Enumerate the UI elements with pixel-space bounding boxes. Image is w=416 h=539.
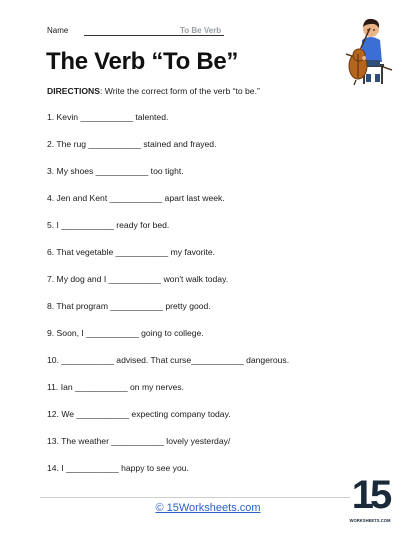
question-13: 13. The weather ___________ lovely yesterday/ [47, 436, 231, 446]
question-7: 7. My dog and I ___________ won't walk today. [47, 274, 229, 284]
question-3: 3. My shoes ___________ too tight. [47, 166, 184, 176]
question-12: 12. We ___________ expecting company today. [47, 409, 231, 419]
question-9: 9. Soon, I ___________ going to college. [47, 328, 204, 338]
name-label: Name [47, 26, 69, 35]
question-11: 11. Ian ___________ on my nerves. [47, 382, 184, 392]
directions-text: : Write the correct form of the verb “to be.” [100, 86, 260, 96]
15worksheets-logo [349, 466, 391, 530]
question-5: 5. I ___________ ready for bed. [47, 220, 170, 230]
worksheet-title: To Be Verb [180, 26, 222, 35]
footer-link[interactable]: © 15Worksheets.com [155, 502, 261, 514]
name-field[interactable] [84, 35, 224, 36]
svg-text:WORKSHEETS.COM: WORKSHEETS.COM [349, 518, 391, 523]
question-4: 4. Jen and Kent ___________ apart last week. [47, 193, 225, 203]
question-2: 2. The rug ___________ stained and frayed. [47, 139, 217, 149]
question-1: 1. Kevin ___________ talented. [47, 112, 169, 122]
directions [47, 86, 260, 96]
question-6: 6. That vegetable ___________ my favorite. [47, 247, 216, 257]
cellist-illustration [340, 14, 396, 86]
question-10: 10. ___________ advised. That curse___________ dangerous. [47, 355, 290, 365]
question-8: 8. That program ___________ pretty good. [47, 301, 211, 311]
page-title: The Verb “To Be” [46, 48, 239, 75]
footer-divider [40, 497, 350, 498]
directions-label: DIRECTIONS [47, 86, 100, 96]
question-14: 14. I ___________ happy to see you. [47, 463, 189, 473]
svg-text:15: 15 [351, 473, 389, 517]
